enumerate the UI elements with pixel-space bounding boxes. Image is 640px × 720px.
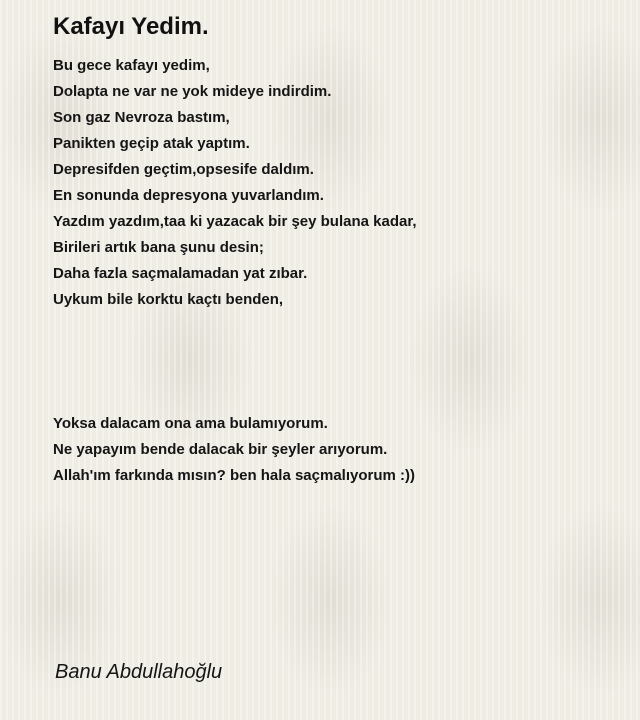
poem-line: En sonunda depresyona yuvarlandım. [53,187,324,204]
poem-line: Dolapta ne var ne yok mideye indirdim. [53,83,332,100]
poem-line: Depresifden geçtim,opsesife daldım. [53,161,314,178]
poem-line: Panikten geçip atak yaptım. [53,135,250,152]
poem-line: Yoksa dalacam ona ama bulamıyorum. [53,415,328,432]
poem-line: Son gaz Nevroza bastım, [53,109,230,126]
poem-line: Ne yapayım bende dalacak bir şeyler arıyorum. [53,441,388,458]
poem-line: Bu gece kafayı yedim, [53,57,210,74]
poem-title: Kafayı Yedim. [53,13,209,40]
poem-stanza-1 [53,53,417,313]
poem-line: Yazdım yazdım,taa ki yazacak bir şey bulana kadar, [53,213,417,230]
poem-author: Banu Abdullahoğlu [55,661,223,683]
poem-line: Allah'ım farkında mısın? ben hala saçmalıyorum :)) [53,467,415,484]
poem-line: Birileri artık bana şunu desin; [53,239,264,256]
poem-line: Daha fazla saçmalamadan yat zıbar. [53,265,308,282]
poem-stanza-2 [53,411,415,489]
poem-line: Uykum bile korktu kaçtı benden, [53,291,284,308]
